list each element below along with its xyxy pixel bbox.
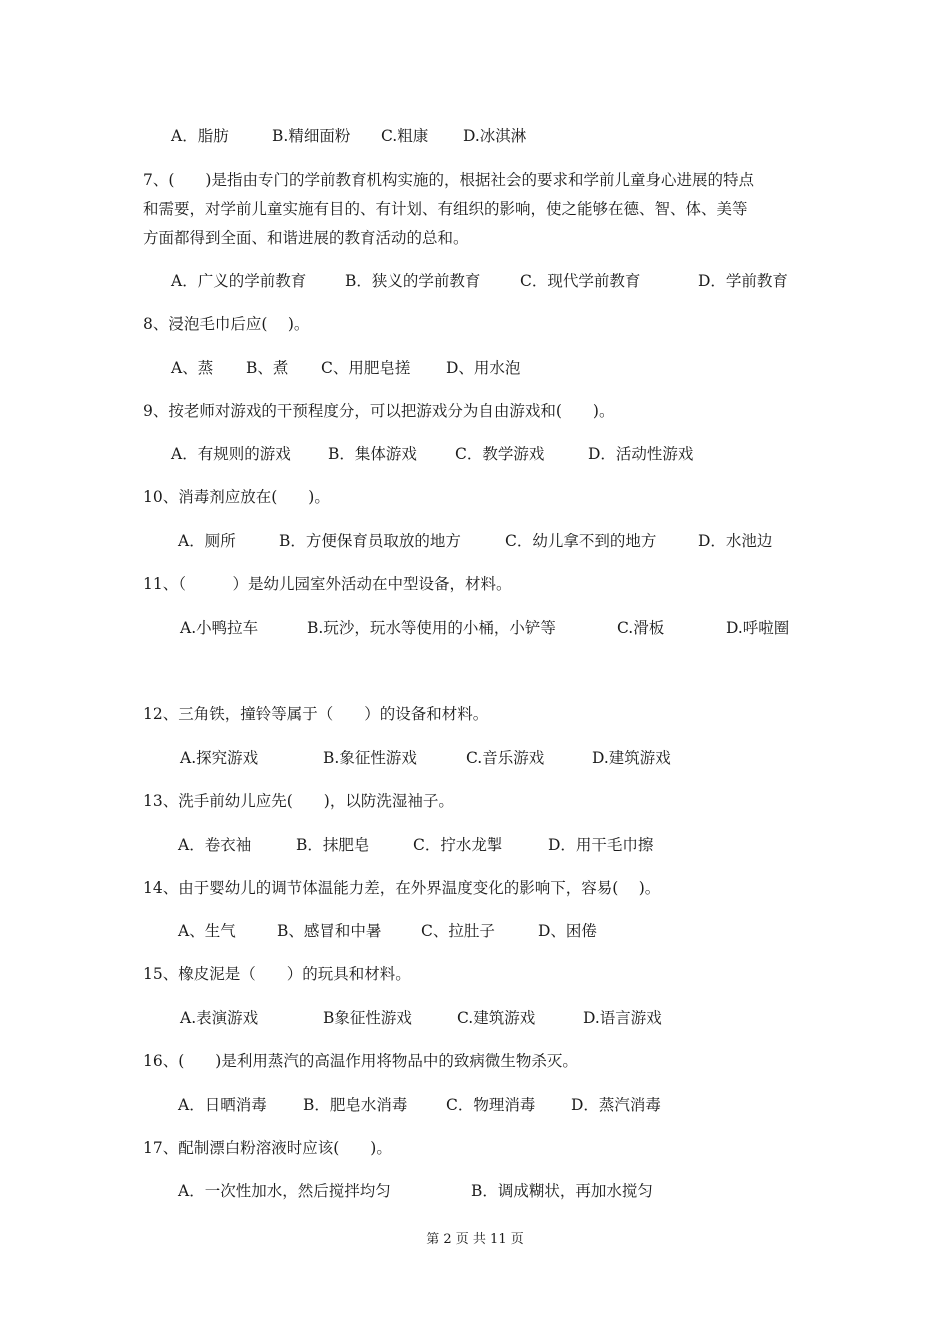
option-b: B．调成糊状，再加水搅匀 [471,1182,653,1200]
question-stem: 12、三角铁，撞铃等属于（ ）的设备和材料。 [143,705,489,723]
option-c: C．物理消毒 [446,1096,536,1114]
option-c: C、拉肚子 [421,922,495,940]
question-stem: 11、（ ）是幼儿园室外活动在中型设备，材料。 [143,575,512,593]
option-a: A．脂肪 [171,127,229,145]
option-b: B.精细面粉 [272,127,351,145]
option-c: C、用肥皂搓 [321,359,411,377]
option-b: B．抹肥皂 [296,836,370,854]
option-d: D．学前教育 [698,272,788,290]
option-d: D、困倦 [538,922,597,940]
question-stem-line: 方面都得到全面、和谐进展的教育活动的总和。 [143,229,469,247]
option-b: B．集体游戏 [328,445,417,463]
question-stem: 14、由于婴幼儿的调节体温能力差，在外界温度变化的影响下，容易( )。 [143,879,661,897]
question-stem-line: 7、( )是指由专门的学前教育机构实施的，根据社会的要求和学前儿童身心进展的特点 [143,171,754,189]
question-stem-line: 和需要，对学前儿童实施有目的、有计划、有组织的影响，使之能够在德、智、体、美等 [143,200,748,218]
option-a: A．有规则的游戏 [171,445,291,463]
option-c: C.音乐游戏 [466,749,545,767]
option-d: D.呼啦圈 [726,619,790,637]
option-a: A．广义的学前教育 [171,272,307,290]
option-a: A、蒸 [171,359,214,377]
question-stem: 13、洗手前幼儿应先( )，以防洗湿袖子。 [143,792,454,810]
option-a: A.表演游戏 [180,1009,259,1027]
option-b: B．方便保育员取放的地方 [279,532,461,550]
option-d: D．活动性游戏 [588,445,694,463]
option-c: C.建筑游戏 [457,1009,536,1027]
option-d: D．蒸汽消毒 [571,1096,661,1114]
option-a: A．卷衣袖 [178,836,252,854]
option-a: A．一次性加水，然后搅拌均匀 [178,1182,391,1200]
option-d: D.建筑游戏 [592,749,671,767]
option-c: C．教学游戏 [455,445,545,463]
question-stem: 17、配制漂白粉溶液时应该( )。 [143,1139,392,1157]
option-c: C．幼儿拿不到的地方 [505,532,657,550]
option-b: B象征性游戏 [323,1009,412,1027]
option-a: A．日晒消毒 [178,1096,267,1114]
option-b: B．狭义的学前教育 [345,272,481,290]
option-d: D.语言游戏 [583,1009,662,1027]
option-a: A.小鸭拉车 [180,619,259,637]
question-stem: 10、消毒剂应放在( )。 [143,488,330,506]
option-b: B、感冒和中暑 [277,922,382,940]
option-d: D、用水泡 [446,359,521,377]
option-c: C．拧水龙掣 [413,836,503,854]
option-b: B.象征性游戏 [323,749,417,767]
option-b: B、煮 [246,359,289,377]
option-c: C.粗康 [381,127,429,145]
question-stem: 9、按老师对游戏的干预程度分，可以把游戏分为自由游戏和( )。 [143,402,615,420]
question-stem: 15、橡皮泥是（ ）的玩具和材料。 [143,965,411,983]
option-c: C．现代学前教育 [520,272,641,290]
page-number-footer: 第 2 页 共 11 页 [426,1232,524,1247]
option-a: A、生气 [178,922,236,940]
question-stem: 8、浸泡毛巾后应( )。 [143,315,310,333]
option-b: B.玩沙，玩水等使用的小桶，小铲等 [307,619,556,637]
option-a: A．厕所 [178,532,236,550]
question-stem: 16、( )是利用蒸汽的高温作用将物品中的致病微生物杀灭。 [143,1052,578,1070]
option-d: D.冰淇淋 [463,127,527,145]
option-c: C.滑板 [617,619,665,637]
option-d: D．用干毛巾擦 [548,836,654,854]
option-d: D．水池边 [698,532,773,550]
option-a: A.探究游戏 [180,749,259,767]
option-b: B．肥皂水消毒 [303,1096,408,1114]
